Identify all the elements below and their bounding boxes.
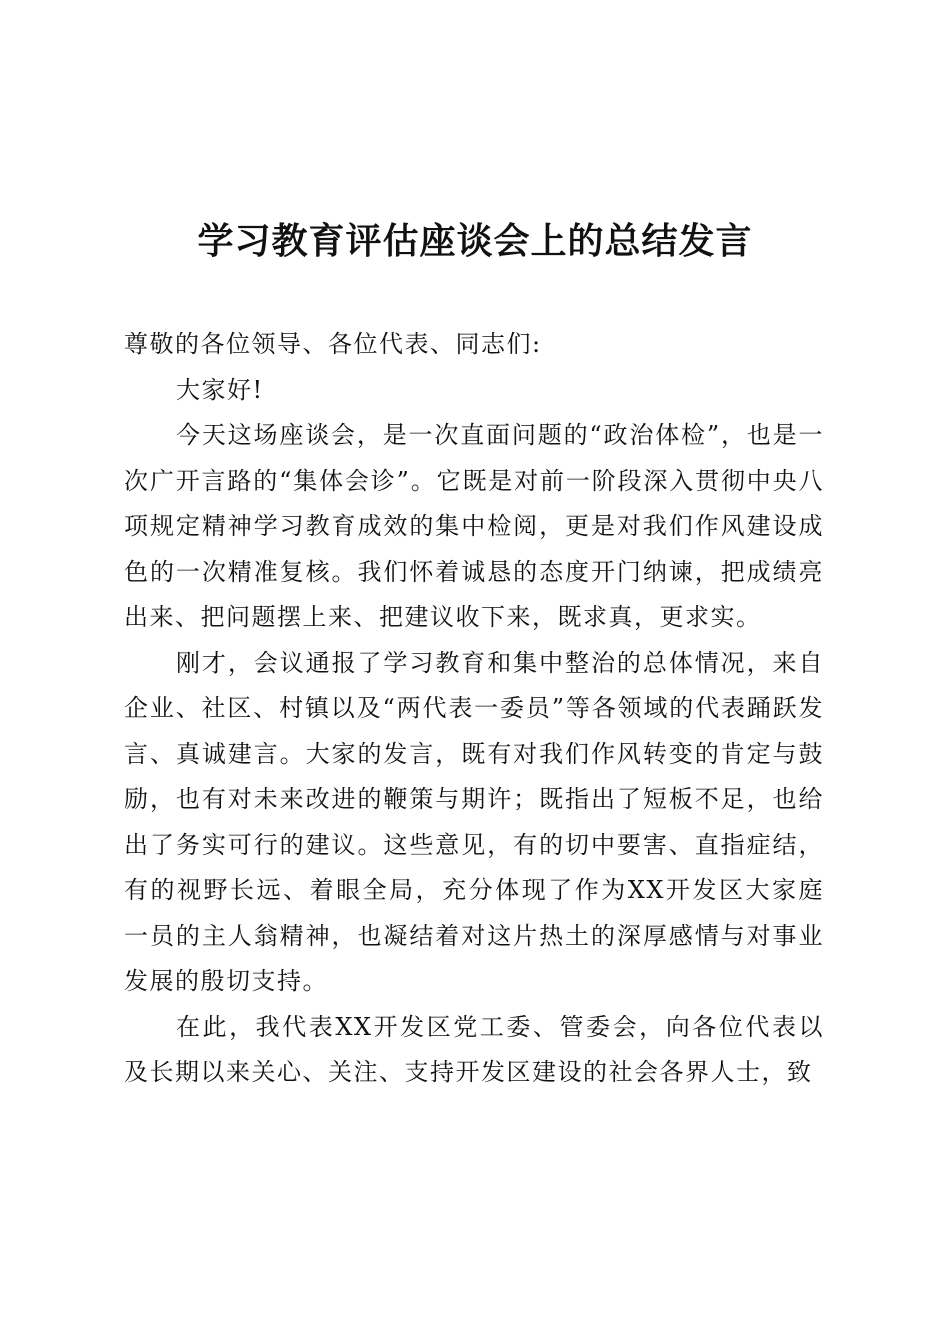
salutation: 尊敬的各位领导、各位代表、同志们: xyxy=(124,330,542,358)
document-body xyxy=(124,322,824,1096)
document-title: 学习教育评估座谈会上的总结发言 xyxy=(197,220,753,262)
paragraph-1: 今天这场座谈会，是一次直面问题的“政治体检”，也是一次广开言路的“集体会诊”。它既是对前一阶段深入贯彻中央八项规定精神学习教育成效的集中检阅，更是对我们作风建设成色的一次精准复核。我们怀着诚恳的态度开门纳谏，把成绩亮出来、把问题摆上来、把建议收下来，既求真，更求实。 xyxy=(124,421,824,631)
paragraph-3: 在此，我代表XX开发区党工委、管委会，向各位代表以及长期以来关心、关注、支持开发区建设的社会各界人士，致 xyxy=(124,1012,824,1086)
greeting: 大家好! xyxy=(176,375,264,404)
paragraph-2: 刚才，会议通报了学习教育和集中整治的总体情况，来自企业、社区、村镇以及“两代表一委员”等各领域的代表踊跃发言、真诚建言。大家的发言，既有对我们作风转变的肯定与鼓励，也有对未来改进的鞭策与期许；既指出了短板不足，也给出了务实可行的建议。这些意见，有的切中要害、直指症结，有的视野长远、着眼全局，充分体现了作为XX开发区大家庭一员的主人翁精神，也凝结着对这片热土的深厚感情与对事业发展的殷切支持。 xyxy=(124,648,824,995)
